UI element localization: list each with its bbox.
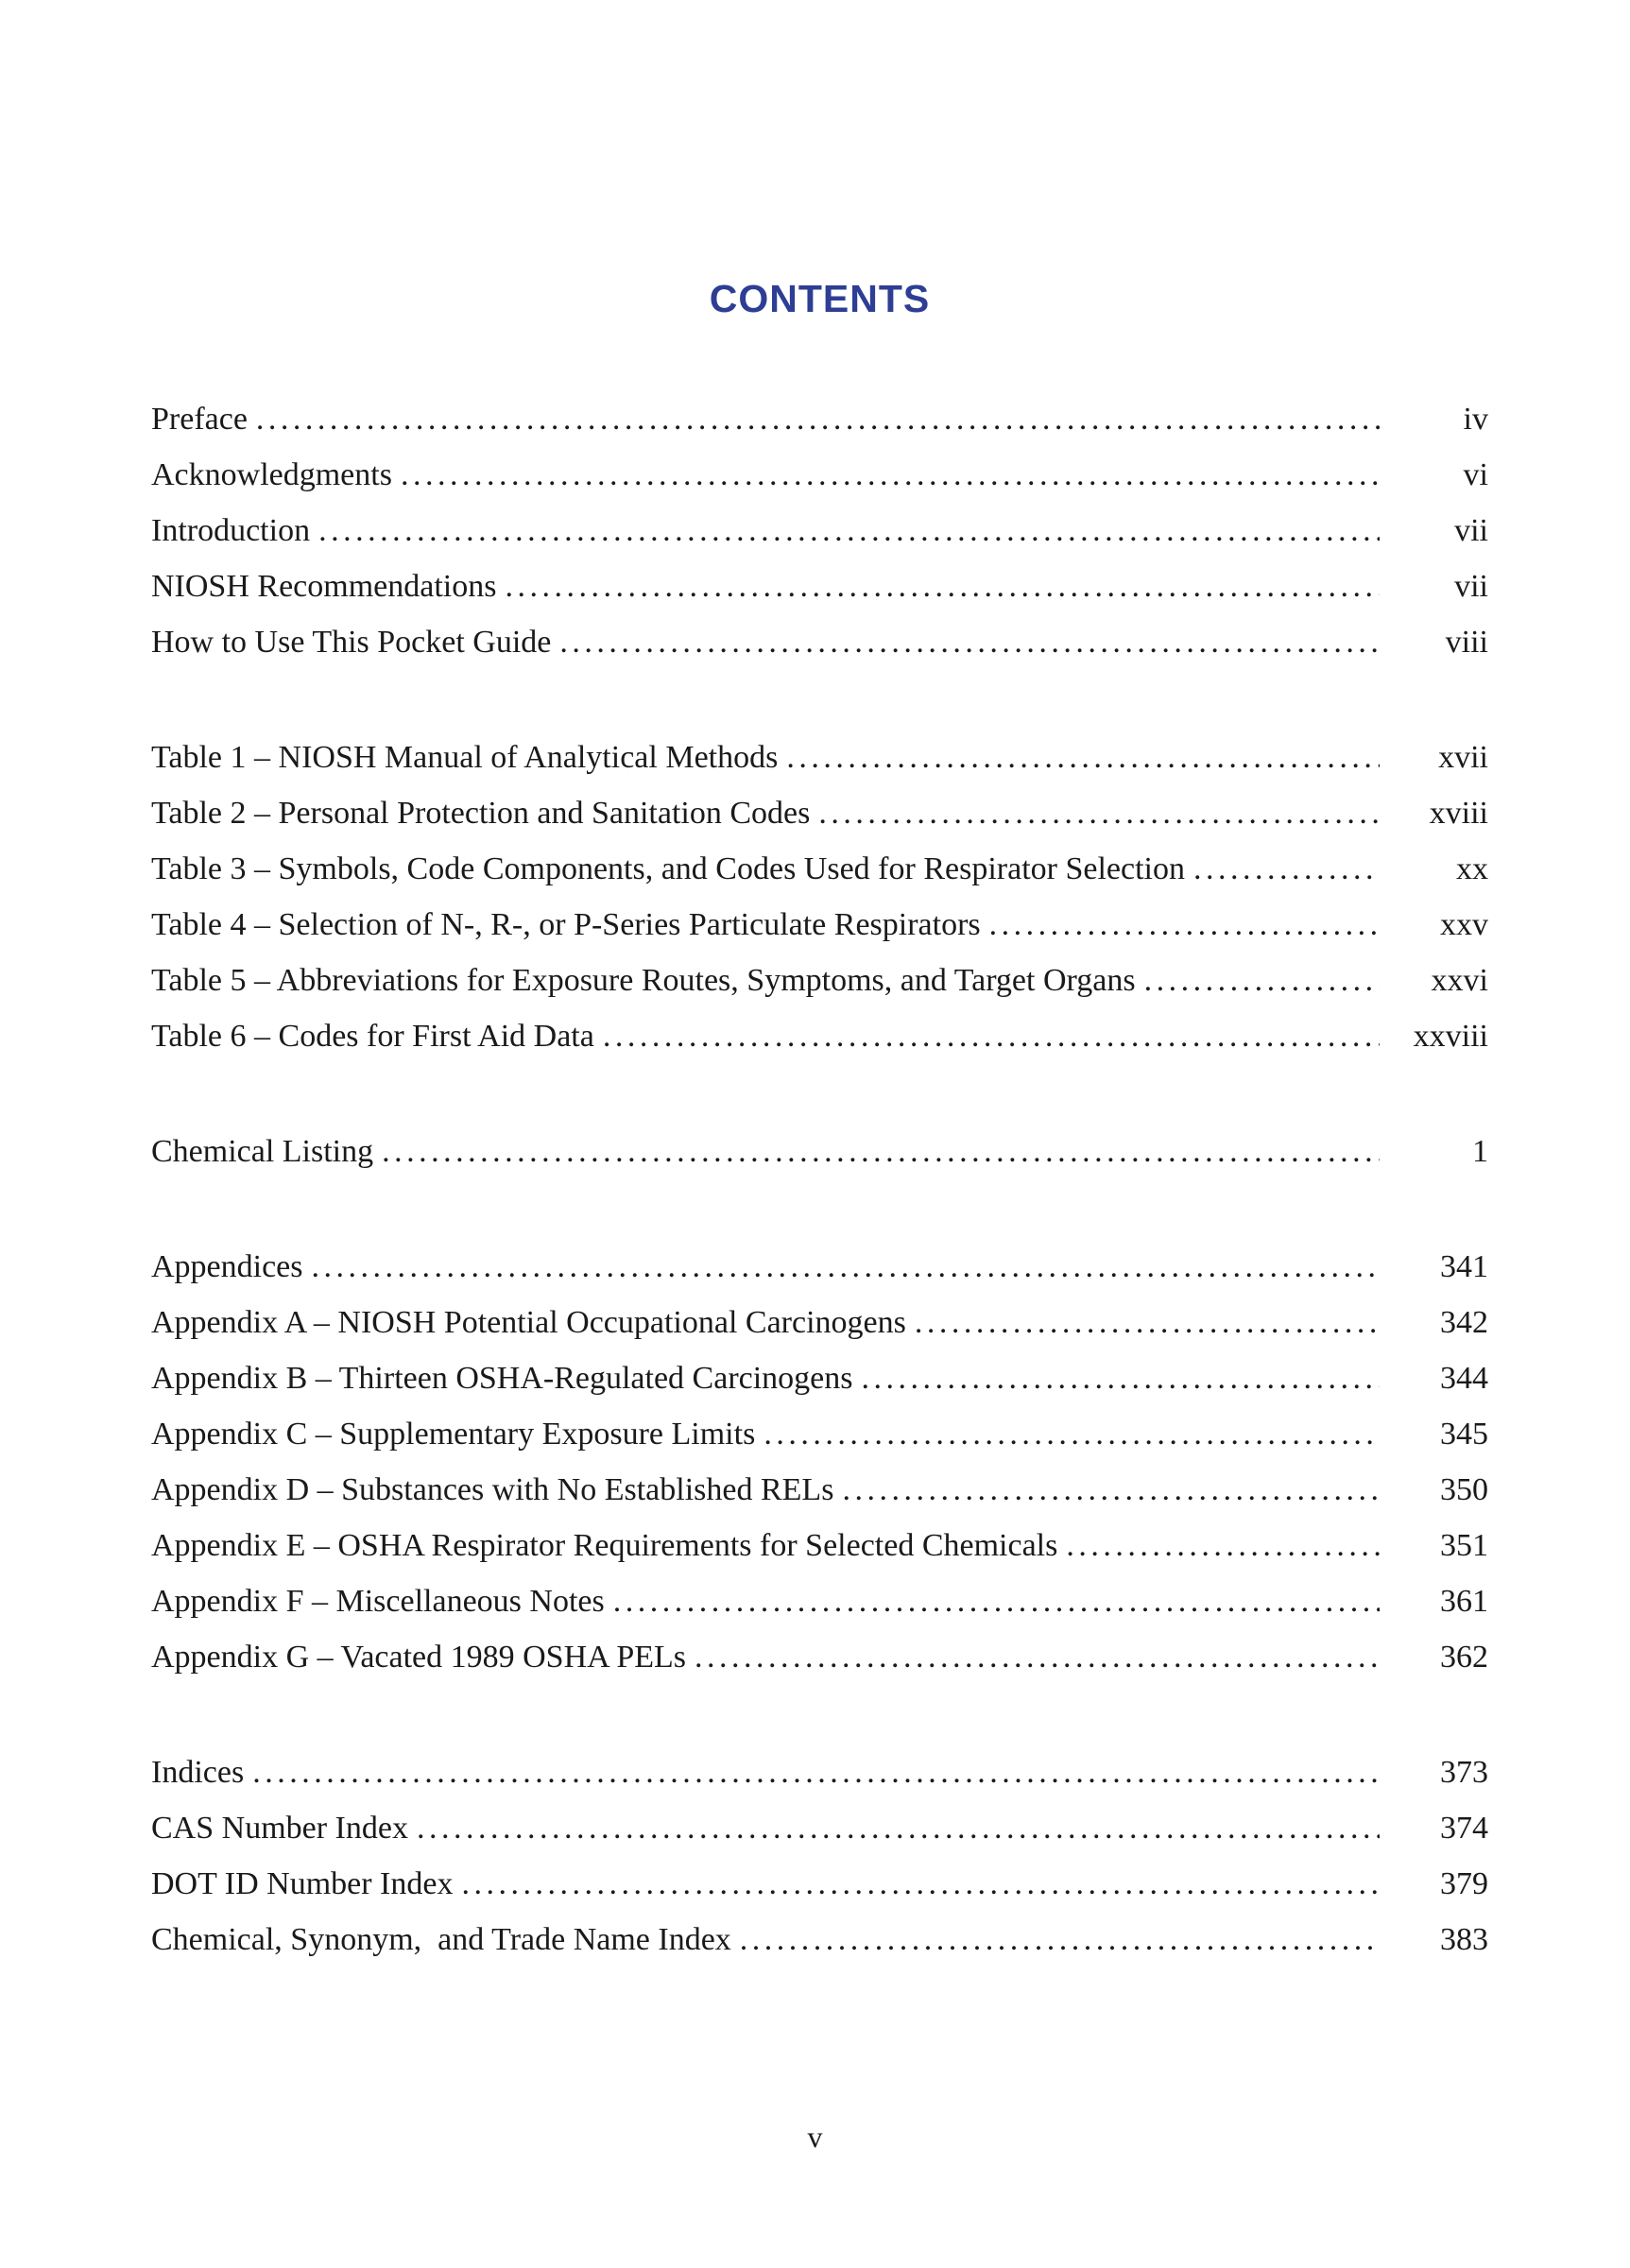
toc-entry-page: 374 — [1440, 1811, 1488, 1846]
toc-entry-page: vi — [1463, 457, 1488, 492]
dotted-leader — [603, 1008, 1380, 1064]
dotted-leader — [382, 1124, 1380, 1179]
toc-entry — [151, 953, 1488, 1008]
toc-entry-label: Appendix A – NIOSH Potential Occupational Carcinogens — [151, 1305, 906, 1340]
toc-entry-page: viii — [1445, 625, 1488, 660]
toc-section — [151, 1239, 1488, 1685]
dotted-leader — [312, 1239, 1380, 1295]
toc-entry — [151, 1518, 1488, 1573]
toc-entry — [151, 1744, 1488, 1800]
toc-entry-page: 351 — [1440, 1528, 1488, 1563]
toc-entry-label: Table 3 – Symbols, Code Components, and Codes Used for Respirator Selection — [151, 851, 1185, 886]
toc-entry-page: 342 — [1440, 1305, 1488, 1340]
toc-entry — [151, 1912, 1488, 1967]
toc-entry-label: DOT ID Number Index — [151, 1866, 454, 1901]
dotted-leader — [1144, 953, 1380, 1008]
toc-entry-page: 341 — [1440, 1249, 1488, 1284]
toc-entry-label: CAS Number Index — [151, 1811, 408, 1846]
toc-entry-label: Appendices — [151, 1249, 303, 1284]
toc-entry-label: Appendix E – OSHA Respirator Requirements for Selected Chemicals — [151, 1528, 1058, 1563]
toc-entry-label: Table 5 – Abbreviations for Exposure Routes, Symptoms, and Target Organs — [151, 963, 1136, 998]
toc-entry-label: How to Use This Pocket Guide — [151, 625, 552, 660]
toc-entry-label: Acknowledgments — [151, 457, 392, 492]
toc-entry-page: 345 — [1440, 1417, 1488, 1452]
toc-entry-page: xxv — [1440, 907, 1488, 942]
toc-entry — [151, 391, 1488, 447]
toc-entry-page: xviii — [1429, 796, 1488, 831]
toc-entry — [151, 1573, 1488, 1629]
toc-entry-label: Chemical, Synonym, and Trade Name Index — [151, 1922, 731, 1957]
toc-entry — [151, 1008, 1488, 1064]
toc-entry — [151, 1406, 1488, 1462]
dotted-leader — [318, 503, 1380, 558]
footer-page-number: v — [807, 2120, 823, 2154]
toc-entry — [151, 1239, 1488, 1295]
toc-entry — [151, 897, 1488, 953]
dotted-leader — [989, 897, 1380, 953]
toc-entry-page: vii — [1454, 569, 1488, 604]
toc-entry — [151, 1462, 1488, 1518]
toc-entry-page: 344 — [1440, 1361, 1488, 1396]
dotted-leader — [613, 1573, 1380, 1629]
toc-entry-label: Appendix C – Supplementary Exposure Limits — [151, 1417, 756, 1452]
dotted-leader — [559, 614, 1380, 670]
toc-entry-page: 361 — [1440, 1584, 1488, 1619]
toc-entry-label: Appendix B – Thirteen OSHA-Regulated Carcinogens — [151, 1361, 853, 1396]
page-title: CONTENTS — [709, 277, 931, 320]
toc-entry — [151, 785, 1488, 841]
toc-entry-label: Table 1 – NIOSH Manual of Analytical Methods — [151, 740, 779, 775]
toc-entry-page: 379 — [1440, 1866, 1488, 1901]
toc-entry-label: Indices — [151, 1755, 245, 1790]
toc-entry-label: NIOSH Recommendations — [151, 569, 497, 604]
toc-entry-label: Introduction — [151, 513, 311, 548]
toc-entry — [151, 503, 1488, 558]
toc-entry — [151, 1124, 1488, 1179]
toc-entry — [151, 1800, 1488, 1856]
toc-entry-page: xxviii — [1413, 1019, 1488, 1054]
toc-entry-label: Appendix F – Miscellaneous Notes — [151, 1584, 605, 1619]
toc-section — [151, 391, 1488, 670]
toc-entry-page: xx — [1456, 851, 1488, 886]
toc-entry — [151, 614, 1488, 670]
dotted-leader — [915, 1295, 1380, 1350]
toc-entry-label: Table 6 – Codes for First Aid Data — [151, 1019, 594, 1054]
dotted-leader — [505, 558, 1380, 614]
dotted-leader — [1193, 841, 1380, 897]
toc-entry-label: Chemical Listing — [151, 1134, 374, 1169]
toc-entry — [151, 447, 1488, 503]
dotted-leader — [786, 730, 1380, 785]
toc-entry — [151, 558, 1488, 614]
toc-entry — [151, 1295, 1488, 1350]
toc-entry — [151, 730, 1488, 785]
toc-entry-page: 350 — [1440, 1472, 1488, 1507]
dotted-leader — [842, 1462, 1380, 1518]
dotted-leader — [417, 1800, 1380, 1856]
toc-entry-page: 1 — [1472, 1134, 1488, 1169]
toc-entry — [151, 1350, 1488, 1406]
toc-section — [151, 730, 1488, 1064]
dotted-leader — [740, 1912, 1380, 1967]
toc-entry-label: Appendix G – Vacated 1989 OSHA PELs — [151, 1640, 686, 1675]
dotted-leader — [461, 1856, 1380, 1912]
toc-entry-label: Appendix D – Substances with No Established RELs — [151, 1472, 834, 1507]
dotted-leader — [401, 447, 1380, 503]
toc-entry-page: xvii — [1438, 740, 1488, 775]
dotted-leader — [764, 1406, 1380, 1462]
dotted-leader — [252, 1744, 1380, 1800]
toc-section — [151, 1124, 1488, 1179]
toc-entry-page: vii — [1454, 513, 1488, 548]
toc-entry-label: Table 4 – Selection of N-, R-, or P-Series Particulate Respirators — [151, 907, 981, 942]
toc-entry-page: 362 — [1440, 1640, 1488, 1675]
toc-entry-label: Table 2 – Personal Protection and Sanitation Codes — [151, 796, 811, 831]
dotted-leader — [1066, 1518, 1380, 1573]
toc-entry-page: xxvi — [1431, 963, 1488, 998]
toc-section — [151, 1744, 1488, 1967]
toc-entry — [151, 1629, 1488, 1685]
toc-entry-page: 373 — [1440, 1755, 1488, 1790]
dotted-leader — [695, 1629, 1380, 1685]
dotted-leader — [818, 785, 1380, 841]
toc-entry-page: 383 — [1440, 1922, 1488, 1957]
dotted-leader — [862, 1350, 1380, 1406]
toc — [151, 391, 1488, 1967]
toc-entry — [151, 841, 1488, 897]
dotted-leader — [256, 391, 1380, 447]
toc-entry-label: Preface — [151, 402, 248, 437]
toc-entry-page: iv — [1463, 402, 1488, 437]
toc-entry — [151, 1856, 1488, 1912]
